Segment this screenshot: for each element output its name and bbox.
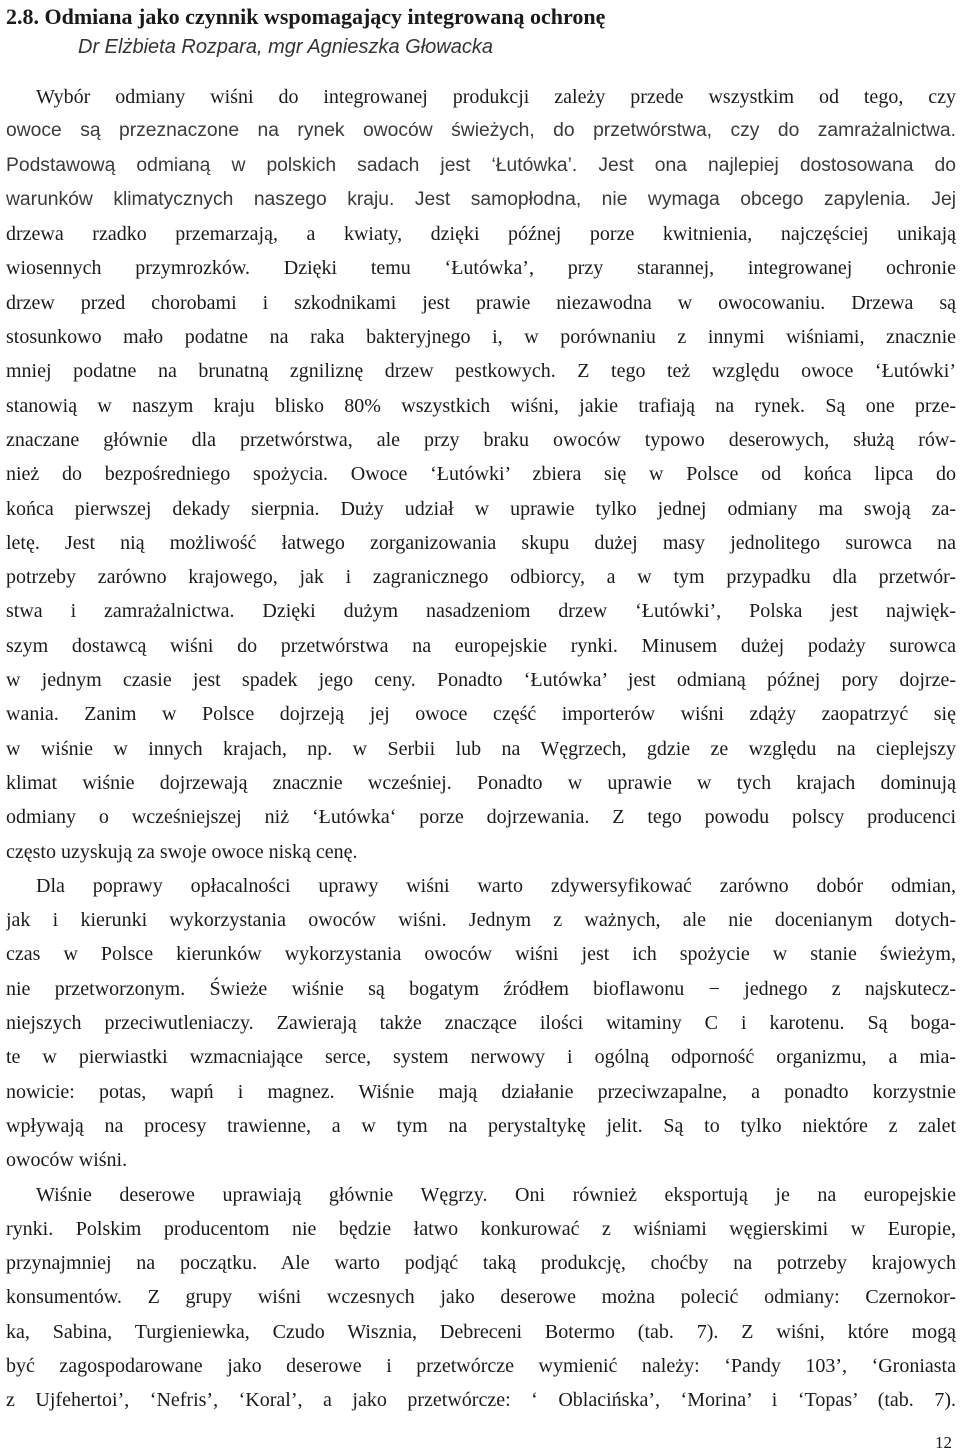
- text-line: odmiany o wcześniejszej niż ‘Łutówka‘ porze dojrzewania. Z tego powodu polscy producenci: [6, 806, 956, 829]
- text-line: jak i kierunki wykorzystania owoców wiśni. Jednym z ważnych, ale nie docenianym dotych-: [6, 909, 956, 932]
- text-line: rynki. Polskim producentom nie będzie łatwo konkurować z wiśniami węgierskimi w Europie,: [6, 1217, 956, 1240]
- text-line: ka, Sabina, Turgieniewka, Czudo Wisznia, Debreceni Botermo (tab. 7). Z wiśni, które mogą: [6, 1320, 956, 1343]
- text-line: letę. Jest nią możliwość łatwego zorganizowania skupu dużej masy jednolitego surowca na: [6, 531, 956, 554]
- text-line: w wiśnie w innych krajach, np. w Serbii lub na Węgrzech, gdzie ze względu na cieplejszy: [6, 737, 956, 760]
- section-heading: 2.8. Odmiana jako czynnik wspomagający integrowaną ochronę: [6, 4, 606, 29]
- text-line: przynajmniej na początku. Ale warto podjąć taką produkcję, choćby na potrzeby krajowych: [6, 1252, 956, 1275]
- text-line: z Ujfehertoi’, ‘Nefris’, ‘Koral’, a jako przetwórcze: ‘ Oblacińska’, ‘Morina’ i ‘Topas’ (tab. 7).: [6, 1389, 956, 1412]
- body-text: [6, 80, 956, 1418]
- text-line: drzew przed chorobami i szkodnikami jest prawie niezawodna w owocowaniu. Drzewa są: [6, 291, 956, 314]
- text-line: czas w Polsce kierunków wykorzystania owoców wiśni jest ich spożycie w stanie świeżym,: [6, 943, 956, 966]
- text-line: Podstawową odmianą w polskich sadach jest ‘Łutówka’. Jest ona najlepiej dostosowana do: [6, 154, 956, 176]
- text-line: nież do bezpośredniego spożycia. Owoce ‘Łutówki’ zbiera się w Polsce od końca lipca do: [6, 463, 956, 486]
- text-line: stosunkowo mało podatne na raka bakteryjnego i, w porównaniu z innymi wiśniami, znacznie: [6, 326, 956, 349]
- text-line: owoce są przeznaczone na rynek owoców świeżych, do przetwórstwa, czy do zamrażalnictwa.: [6, 120, 956, 142]
- text-line: wania. Zanim w Polsce dojrzeją jej owoce część importerów wiśni zdąży zaopatrzyć się: [6, 703, 956, 726]
- text-line: znaczane głównie dla przetwórstwa, ale przy braku owoców typowo deserowych, służą rów-: [6, 428, 956, 451]
- text-line: warunków klimatycznych naszego kraju. Jest samopłodna, nie wymaga obcego zapylenia. Jej: [6, 188, 956, 210]
- text-line: te w pierwiastki wzmacniające serce, system nerwowy i ogólną odporność organizmu, a mia-: [6, 1046, 956, 1069]
- section-authors: Dr Elżbieta Rozpara, mgr Agnieszka Głowacka: [78, 36, 493, 58]
- text-line: wpływają na procesy trawienne, a w tym na perystaltykę jelit. Są to tylko niektóre z zalet: [6, 1114, 956, 1137]
- text-line: Wiśnie deserowe uprawiają głównie Węgrzy. Oni również eksportują je na europejskie: [36, 1183, 956, 1206]
- text-line: owoców wiśni.: [6, 1149, 128, 1172]
- text-line: drzewa rzadko przemarzają, a kwiaty, dzięki późnej porze kwitnienia, najczęściej unikają: [6, 223, 956, 246]
- text-line: stwa i zamrażalnictwa. Dzięki dużym nasadzeniom drzew ‘Łutówki’, Polska jest najwięk-: [6, 600, 956, 623]
- text-line: stanowią w naszym kraju blisko 80% wszystkich wiśni, jakie trafiają na rynek. Są one prze-: [6, 394, 956, 417]
- text-line: końca pierwszej dekady sierpnia. Duży udział w uprawie tylko jednej odmiany ma swoją za-: [6, 497, 956, 520]
- text-line: Dla poprawy opłacalności uprawy wiśni warto zdywersyfikować zarówno dobór odmian,: [36, 874, 956, 897]
- text-line: szym dostawcą wiśni do przetwórstwa na europejskie rynki. Minusem dużej podaży surowca: [6, 634, 956, 657]
- text-line: potrzeby zarówno krajowego, jak i zagranicznego odbiorcy, a w tym przypadku dla przetwór-: [6, 566, 956, 589]
- text-line: często uzyskują za swoje owoce niską cenę.: [6, 840, 358, 863]
- text-line: klimat wiśnie dojrzewają znacznie wcześniej. Ponadto w uprawie w tych krajach dominują: [6, 771, 956, 794]
- text-line: konsumentów. Z grupy wiśni wczesnych jako deserowe można polecić odmiany: Czernokor-: [6, 1286, 956, 1309]
- text-line: być zagospodarowane jako deserowe i przetwórcze wymienić należy: ‘Pandy 103’, ‘Groniasta: [6, 1354, 956, 1377]
- text-line: niejszych przeciwutleniaczy. Zawierają także znaczące ilości witaminy C i karotenu. Są boga-: [6, 1012, 956, 1035]
- text-line: nowicie: potas, wapń i magnez. Wiśnie mają działanie przeciwzapalne, a ponadto korzystnie: [6, 1080, 956, 1103]
- text-line: Wybór odmiany wiśni do integrowanej produkcji zależy przede wszystkim od tego, czy: [36, 86, 956, 108]
- text-line: mniej podatne na brunatną zgniliznę drzew pestkowych. Z tego też względu owoce ‘Łutówki’: [6, 360, 956, 383]
- text-line: nie przetworzonym. Świeże wiśnie są bogatym źródłem bioflawonu − jednego z najskutecz-: [6, 977, 956, 1000]
- page-number: 12: [935, 1433, 952, 1452]
- text-line: wiosennych przymrozków. Dzięki temu ‘Łutówka’, przy starannej, integrowanej ochronie: [6, 257, 956, 280]
- text-line: w jednym czasie jest spadek jego ceny. Ponadto ‘Łutówka’ jest odmianą późnej pory dojrze-: [6, 669, 956, 692]
